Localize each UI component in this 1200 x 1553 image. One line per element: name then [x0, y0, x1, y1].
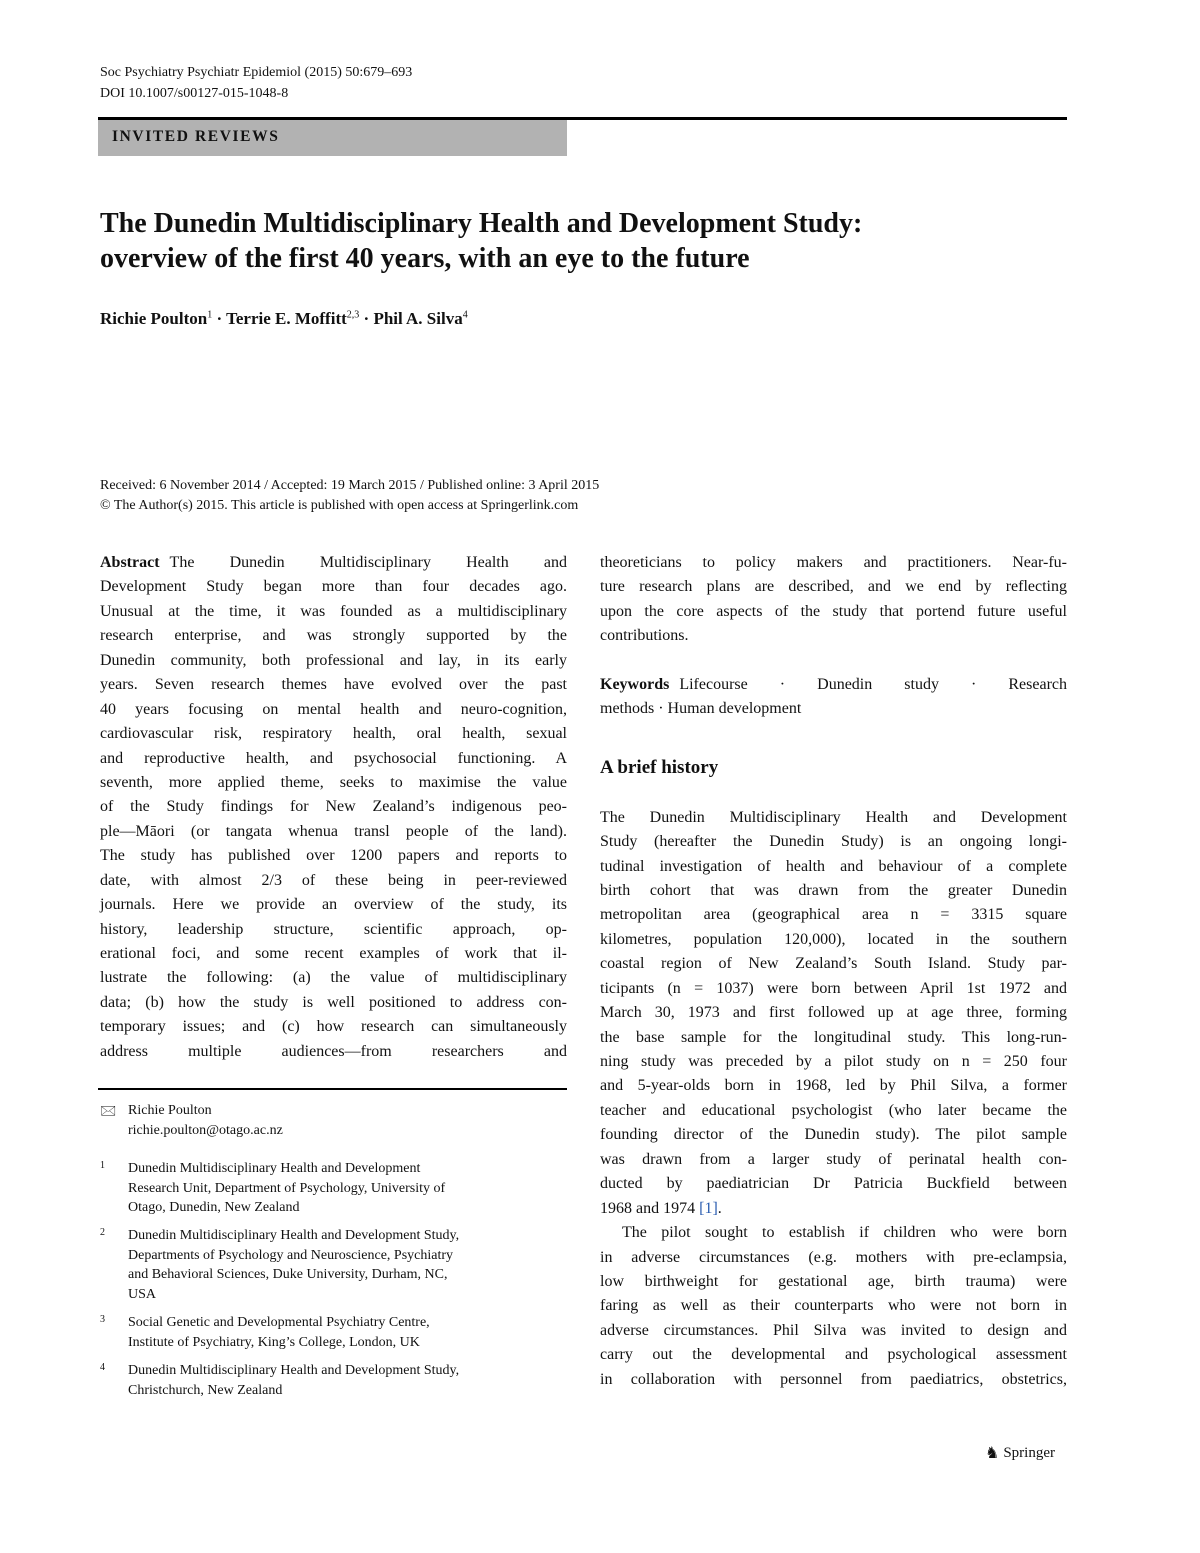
paragraph-line: metropolitan area (geographical area n = 3315 square — [600, 906, 1067, 924]
abstract-text: The Dunedin Multidisciplinary Health and — [169, 554, 567, 571]
paragraph-line: founding director of the Dunedin study). The pilot sample — [600, 1126, 1067, 1144]
paragraph-line: Unusual at the time, it was founded as a multidisciplinary — [100, 602, 567, 620]
abstract-label: Abstract — [100, 554, 160, 571]
paragraph-line: teacher and educational psychologist (who later became the — [600, 1101, 1067, 1119]
keywords — [600, 673, 1067, 697]
paragraph-line: of the Study findings for New Zealand’s indigenous peo- — [100, 798, 567, 816]
paragraph-line: Development Study began more than four decades ago. — [100, 578, 567, 596]
keywords-line: methods · Human development — [600, 700, 802, 718]
paragraph-line: contributions. — [600, 627, 689, 645]
paragraph-line: carry out the developmental and psychological assessment — [600, 1346, 1067, 1364]
abstract-line — [100, 551, 567, 575]
affiliation — [100, 1226, 567, 1304]
publisher-logo — [985, 1443, 1055, 1463]
paragraph-line: 40 years focusing on mental health and neuro-cognition, — [100, 700, 567, 718]
affiliation-line: Institute of Psychiatry, King’s College, London, UK — [128, 1334, 420, 1350]
paragraph-line: journals. Here we provide an overview of the study, its — [100, 896, 567, 914]
affiliation-line: Dunedin Multidisciplinary Health and Development Study, — [128, 1363, 460, 1378]
keywords-label: Keywords — [600, 675, 670, 693]
publication-dates — [100, 476, 599, 516]
author-affiliation: 1 — [207, 309, 213, 321]
affiliation-line: Otago, Dunedin, New Zealand — [128, 1200, 300, 1216]
paragraph-line: adverse circumstances. Phil Silva was invited to design and — [600, 1321, 1067, 1339]
copyright: © The Author(s) 2015. This article is published with open access at Springerlink.com — [100, 498, 579, 513]
paragraph-line: ticipants (n = 1037) were born between April 1st 1972 and — [600, 979, 1067, 997]
affiliation — [100, 1159, 567, 1218]
paragraph-line: erational foci, and some recent examples of work that il- — [100, 945, 567, 962]
affiliation-line: Christchurch, New Zealand — [128, 1382, 283, 1398]
doi: DOI 10.1007/s00127-015-1048-8 — [100, 86, 289, 101]
publisher-name: Springer — [1003, 1444, 1056, 1461]
paragraph-line: and reproductive health, and psychosocial functioning. A — [100, 749, 567, 767]
correspondence — [100, 1101, 567, 1140]
author-list — [100, 309, 468, 329]
affiliation-line: Departments of Psychology and Neuroscience, Psychiatry — [128, 1247, 454, 1263]
paragraph-line: was drawn from a larger study of perinatal health con- — [600, 1150, 1067, 1168]
paragraph-line: low birthweight for gestational age, birth trauma) were — [600, 1272, 1067, 1290]
paragraph-line: ning study was preceded by a pilot study on n = 250 four — [600, 1053, 1067, 1070]
paragraph-line: in collaboration with personnel from paediatrics, obstetrics, — [600, 1370, 1067, 1388]
paragraph-line: history, leadership structure, scientific approach, op- — [100, 920, 567, 938]
paragraph-line: kilometres, population 120,000), located in the southern — [600, 930, 1067, 948]
affiliation-line: and Behavioral Sciences, Duke University, Durham, NC, — [128, 1267, 448, 1283]
reference-link[interactable]: [1] — [699, 1199, 718, 1217]
paragraph-line: in adverse circumstances (e.g. mothers with pre-eclampsia, — [600, 1248, 1067, 1266]
paragraph-line: address multiple audiences—from researchers and — [100, 1042, 567, 1060]
article-title — [100, 206, 1080, 276]
affiliation-line: Research Unit, Department of Psychology, University of — [128, 1180, 446, 1196]
paragraph-line: ture research plans are described, and we end by reflecting — [600, 578, 1067, 596]
affiliation — [100, 1313, 567, 1352]
paragraph-line: temporary issues; and (c) how research can simultaneously — [100, 1018, 567, 1036]
author-name[interactable]: Terrie E. Moffitt — [226, 309, 347, 328]
paragraph-line: coastal region of New Zealand’s South Island. Study par- — [600, 955, 1067, 973]
paragraph-line: ducted by paediatrician Dr Patricia Buckfield between — [600, 1175, 1067, 1193]
paragraph-line: The Dunedin Multidisciplinary Health and Development — [600, 808, 1067, 826]
paragraph-line: lustrate the following: (a) the value of multidisciplinary — [100, 969, 567, 987]
paragraph-line: The pilot sought to establish if children who were born — [622, 1224, 1067, 1242]
paragraph-line: tudinal investigation of health and behaviour of a complete — [600, 857, 1067, 875]
section-band — [98, 120, 567, 156]
correspondence-email[interactable]: richie.poulton@otago.ac.nz — [128, 1122, 283, 1138]
paragraph-line: theoreticians to policy makers and practitioners. Near-fu- — [600, 554, 1067, 571]
author-separator: · — [359, 309, 374, 328]
correspondence-name: Richie Poulton — [128, 1103, 212, 1118]
paragraph-line: research enterprise, and was strongly supported by the — [100, 627, 567, 645]
affiliation-number: 2 — [100, 1227, 105, 1238]
affiliation-line: Social Genetic and Developmental Psychiatry Centre, — [128, 1315, 430, 1330]
affiliation-line: Dunedin Multidisciplinary Health and Development — [128, 1161, 421, 1176]
keywords-text: Lifecourse · Dunedin study · Research — [679, 675, 1067, 693]
right-column — [600, 551, 1067, 1392]
paragraph-line: birth cohort that was drawn from the greater Dunedin — [600, 881, 1067, 899]
paragraph-line: ple—Māori (or tangata whenua transl people of the land). — [100, 822, 567, 840]
paragraph-line: The study has published over 1200 papers and reports to — [100, 847, 567, 865]
journal-citation: Soc Psychiatry Psychiatr Epidemiol (2015) 50:679–693 — [100, 65, 413, 80]
envelope-icon: 🖂 — [100, 1104, 117, 1119]
title-line-2: overview of the first 40 years, with an eye to the future — [100, 243, 750, 274]
abstract — [100, 551, 567, 1064]
title-line-1: The Dunedin Multidisciplinary Health and Development Study: — [100, 208, 863, 239]
section-heading: A brief history — [600, 756, 719, 778]
author-separator: · — [212, 309, 227, 328]
paragraph-line: upon the core aspects of the study that portend future useful — [600, 602, 1067, 620]
paragraph-line — [600, 1197, 1067, 1221]
affiliation-number: 4 — [100, 1362, 105, 1373]
affiliation-line: Dunedin Multidisciplinary Health and Development Study, — [128, 1228, 460, 1243]
paragraph-line: data; (b) how the study is well positioned to address con- — [100, 993, 567, 1011]
paragraph-line: faring as well as their counterparts who were not born in — [600, 1297, 1067, 1315]
paragraph-text: . — [717, 1199, 722, 1217]
paragraph-line: cardiovascular risk, respiratory health, oral health, sexual — [100, 725, 567, 743]
paragraph-line: Dunedin community, both professional and lay, in its early — [100, 651, 567, 669]
paragraph-text: 1968 and 1974 — [600, 1199, 700, 1217]
affiliation — [100, 1361, 567, 1400]
footnote-rule — [98, 1088, 567, 1090]
paragraph-line: and 5-year-olds born in 1968, led by Phil Silva, a former — [600, 1077, 1067, 1095]
affiliation-line: USA — [128, 1286, 157, 1302]
paragraph-line: years. Seven research themes have evolved over the past — [100, 676, 567, 694]
paragraph-line: March 30, 1973 and first followed up at age three, forming — [600, 1004, 1067, 1022]
affiliation-number: 1 — [100, 1160, 105, 1171]
author-affiliation: 2,3 — [346, 309, 360, 321]
received-accepted-published: Received: 6 November 2014 / Accepted: 19 March 2015 / Published online: 3 April 2015 — [100, 478, 600, 493]
author-name[interactable]: Richie Poulton — [100, 309, 208, 328]
author-name[interactable]: Phil A. Silva — [373, 309, 463, 328]
author-affiliation: 4 — [462, 309, 468, 321]
section-label: INVITED REVIEWS — [112, 128, 280, 145]
affiliation-number: 3 — [100, 1314, 105, 1325]
paragraph-line: date, with almost 2/3 of these being in peer-reviewed — [100, 871, 567, 889]
paragraph-line: seventh, more applied theme, seeks to maximise the value — [100, 773, 567, 791]
springer-horse-icon: ♞ — [985, 1445, 1000, 1462]
paragraph-line: the base sample for the longitudinal study. This long-run- — [600, 1028, 1067, 1046]
paragraph-line: Study (hereafter the Dunedin Study) is an ongoing longi- — [600, 833, 1067, 851]
